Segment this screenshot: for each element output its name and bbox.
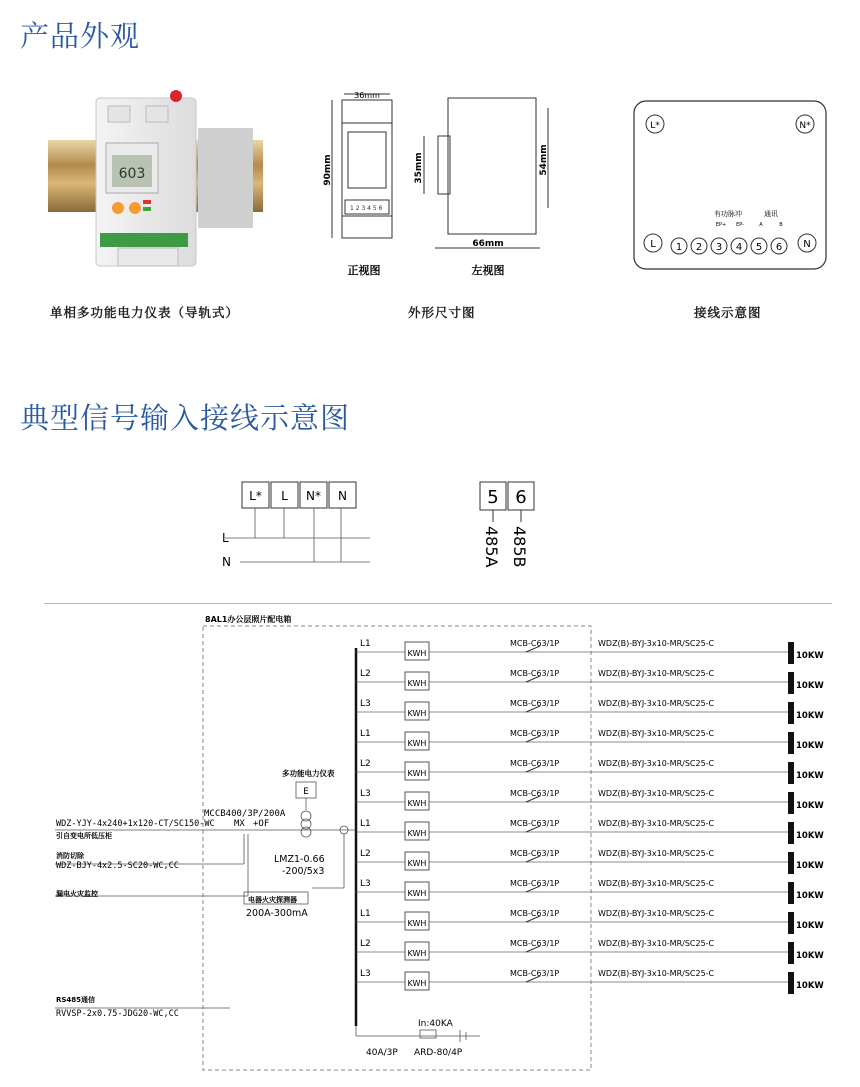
load-bar bbox=[788, 792, 794, 814]
terminal-number: 4 bbox=[735, 242, 743, 253]
signal-terminal-label: N bbox=[338, 489, 347, 503]
circuit-cable: WDZ(B)-BYJ-3x10-MR/SC25-C bbox=[598, 669, 715, 678]
circuit-cable: WDZ(B)-BYJ-3x10-MR/SC25-C bbox=[598, 729, 715, 738]
load-bar bbox=[788, 672, 794, 694]
circuit-load: 10KW bbox=[796, 981, 824, 991]
kwh-meter-label: KWH bbox=[407, 739, 427, 748]
line-n-label: N bbox=[222, 555, 231, 569]
divider bbox=[44, 603, 832, 604]
dimension-drawing bbox=[320, 88, 565, 288]
kwh-meter-label: KWH bbox=[407, 889, 427, 898]
ep-minus: EP- bbox=[736, 222, 744, 228]
circuit-breaker: MCB-C63/1P bbox=[510, 939, 560, 948]
comm-terminal-number: 5 bbox=[487, 487, 499, 508]
dim-depth: 66mm bbox=[472, 239, 504, 249]
load-bar bbox=[788, 702, 794, 724]
terminal-number: 2 bbox=[695, 242, 703, 253]
pulse-label: 有功脉冲 bbox=[714, 210, 742, 218]
circuit-phase: L2 bbox=[360, 939, 371, 949]
product-caption: 单相多功能电力仪表（导轨式） bbox=[50, 305, 240, 320]
rs485-cable: RVVSP-2x0.75-JDG20-WC,CC bbox=[56, 1009, 179, 1019]
circuit-load: 10KW bbox=[796, 711, 824, 721]
circuit-phase: L2 bbox=[360, 669, 371, 679]
terminal-number: 5 bbox=[755, 242, 763, 253]
kwh-meter-label: KWH bbox=[407, 709, 427, 718]
incoming-note: 引自变电所低压柜 bbox=[56, 832, 112, 840]
kwh-meter-label: KWH bbox=[407, 829, 427, 838]
circuit-cable: WDZ(B)-BYJ-3x10-MR/SC25-C bbox=[598, 939, 715, 948]
circuit-cable: WDZ(B)-BYJ-3x10-MR/SC25-C bbox=[598, 819, 715, 828]
circuit-cable: WDZ(B)-BYJ-3x10-MR/SC25-C bbox=[598, 879, 715, 888]
spd-model: ARD-80/4P bbox=[414, 1048, 463, 1058]
term-l-star: L* bbox=[650, 121, 660, 131]
product-photo bbox=[48, 88, 263, 278]
ct-label: LMZ1-0.66 bbox=[274, 854, 325, 865]
circuit-phase: L2 bbox=[360, 849, 371, 859]
signal-terminal-label: L bbox=[281, 489, 288, 503]
load-bar bbox=[788, 732, 794, 754]
dim-inner: 35mm bbox=[414, 152, 424, 184]
circuit-load: 10KW bbox=[796, 681, 824, 691]
wiring-schematic bbox=[633, 100, 828, 272]
circuit-load: 10KW bbox=[796, 741, 824, 751]
circuit-phase: L1 bbox=[360, 909, 371, 919]
circuit-phase: L1 bbox=[360, 729, 371, 739]
fire-cable: WDZ-BJY-4x2.5-SC20-WC,CC bbox=[56, 861, 179, 871]
circuit-breaker: MCB-C63/1P bbox=[510, 819, 560, 828]
breaker-label: MCCB400/3P/200A bbox=[204, 809, 286, 819]
circuit-cable: WDZ(B)-BYJ-3x10-MR/SC25-C bbox=[598, 909, 715, 918]
circuit-breaker: MCB-C63/1P bbox=[510, 699, 560, 708]
breaker-mx: MX bbox=[234, 819, 245, 829]
meter-display-value: 603 bbox=[118, 166, 146, 182]
comm-label: 通讯 bbox=[764, 210, 778, 218]
fire-cut: 消防切除 bbox=[56, 852, 84, 860]
circuit-load: 10KW bbox=[796, 951, 824, 961]
circuit-cable: WDZ(B)-BYJ-3x10-MR/SC25-C bbox=[598, 789, 715, 798]
circuit-phase: L2 bbox=[360, 759, 371, 769]
line-l-label: L bbox=[222, 531, 229, 545]
circuit-cable: WDZ(B)-BYJ-3x10-MR/SC25-C bbox=[598, 969, 715, 978]
terminal-number: 6 bbox=[775, 242, 783, 253]
circuit-phase: L3 bbox=[360, 699, 371, 709]
detector-range: 200A-300mA bbox=[246, 908, 308, 919]
load-bar bbox=[788, 852, 794, 874]
ep-plus: EP+ bbox=[715, 222, 727, 228]
section-title-signal: 典型信号输入接线示意图 bbox=[20, 401, 351, 435]
kwh-meter-label: KWH bbox=[407, 649, 427, 658]
box-title: 8AL1办公层照片配电箱 bbox=[205, 615, 292, 624]
comm-a: A bbox=[759, 222, 763, 228]
signal-terminal-label: N* bbox=[306, 489, 321, 503]
load-bar bbox=[788, 762, 794, 784]
dim-54: 54mm bbox=[539, 144, 549, 176]
kwh-meter-label: KWH bbox=[407, 769, 427, 778]
leak-monitor: 漏电火灾监控 bbox=[56, 890, 98, 898]
circuit-cable: WDZ(B)-BYJ-3x10-MR/SC25-C bbox=[598, 759, 715, 768]
meter-title: 多功能电力仪表 bbox=[282, 769, 335, 778]
rs485-label: RS485通信 bbox=[56, 996, 96, 1004]
comm-terminal-label: 485A bbox=[482, 526, 501, 568]
side-view-label: 左视图 bbox=[471, 264, 505, 277]
term-n: N bbox=[803, 239, 811, 250]
comm-terminal-label: 485B bbox=[510, 526, 529, 568]
detector-label: 电器火灾探测器 bbox=[248, 896, 297, 904]
kwh-meter-label: KWH bbox=[407, 949, 427, 958]
circuit-phase: L3 bbox=[360, 969, 371, 979]
circuit-breaker: MCB-C63/1P bbox=[510, 969, 560, 978]
dim-height: 90mm bbox=[323, 154, 333, 186]
circuit-cable: WDZ(B)-BYJ-3x10-MR/SC25-C bbox=[598, 849, 715, 858]
circuit-breaker: MCB-C63/1P bbox=[510, 789, 560, 798]
terminal-number: 3 bbox=[715, 242, 723, 253]
kwh-meter-label: KWH bbox=[407, 979, 427, 988]
load-bar bbox=[788, 642, 794, 664]
circuit-load: 10KW bbox=[796, 771, 824, 781]
section-title-appearance: 产品外观 bbox=[20, 19, 141, 53]
ct-ratio: -200/5x3 bbox=[282, 866, 325, 877]
term-l: L bbox=[650, 239, 656, 250]
load-bar bbox=[788, 822, 794, 844]
circuit-breaker: MCB-C63/1P bbox=[510, 639, 560, 648]
circuit-breaker: MCB-C63/1P bbox=[510, 879, 560, 888]
front-view-label: 正视图 bbox=[347, 264, 381, 277]
circuit-breaker: MCB-C63/1P bbox=[510, 759, 560, 768]
circuit-phase: L3 bbox=[360, 789, 371, 799]
svg-text:1 2 3 4 5 6: 1 2 3 4 5 6 bbox=[350, 205, 383, 212]
incoming-cable: WDZ-YJY-4x240+1x120-CT/SC150-WC bbox=[56, 819, 215, 829]
circuit-phase: L1 bbox=[360, 819, 371, 829]
terminal-number: 1 bbox=[675, 242, 683, 253]
circuit-phase: L3 bbox=[360, 879, 371, 889]
kwh-meter-label: KWH bbox=[407, 859, 427, 868]
circuit-cable: WDZ(B)-BYJ-3x10-MR/SC25-C bbox=[598, 699, 715, 708]
circuit-load: 10KW bbox=[796, 801, 824, 811]
circuit-cable: WDZ(B)-BYJ-3x10-MR/SC25-C bbox=[598, 639, 715, 648]
dim-width: 36mm bbox=[354, 91, 380, 100]
term-n-star: N* bbox=[799, 121, 811, 131]
dims-caption: 外形尺寸图 bbox=[408, 305, 476, 320]
circuit-phase: L1 bbox=[360, 639, 371, 649]
wiring-caption: 接线示意图 bbox=[694, 305, 762, 320]
meter-symbol: E bbox=[303, 787, 309, 797]
distribution-diagram bbox=[0, 606, 860, 1076]
signal-input-diagram bbox=[210, 478, 550, 590]
comm-terminal-number: 6 bbox=[515, 487, 527, 508]
kwh-meter-label: KWH bbox=[407, 919, 427, 928]
load-bar bbox=[788, 972, 794, 994]
spd-breaker: 40A/3P bbox=[366, 1048, 398, 1058]
circuit-load: 10KW bbox=[796, 831, 824, 841]
circuit-load: 10KW bbox=[796, 921, 824, 931]
circuit-breaker: MCB-C63/1P bbox=[510, 909, 560, 918]
circuit-load: 10KW bbox=[796, 891, 824, 901]
comm-b: B bbox=[779, 222, 783, 228]
circuit-load: 10KW bbox=[796, 861, 824, 871]
kwh-meter-label: KWH bbox=[407, 799, 427, 808]
kwh-meter-label: KWH bbox=[407, 679, 427, 688]
circuit-breaker: MCB-C63/1P bbox=[510, 849, 560, 858]
spd-in: In:40KA bbox=[418, 1019, 453, 1029]
load-bar bbox=[788, 912, 794, 934]
signal-terminal-label: L* bbox=[249, 489, 262, 503]
circuit-breaker: MCB-C63/1P bbox=[510, 729, 560, 738]
load-bar bbox=[788, 942, 794, 964]
load-bar bbox=[788, 882, 794, 904]
circuit-breaker: MCB-C63/1P bbox=[510, 669, 560, 678]
breaker-suffix: +OF bbox=[253, 819, 270, 829]
circuit-load: 10KW bbox=[796, 651, 824, 661]
